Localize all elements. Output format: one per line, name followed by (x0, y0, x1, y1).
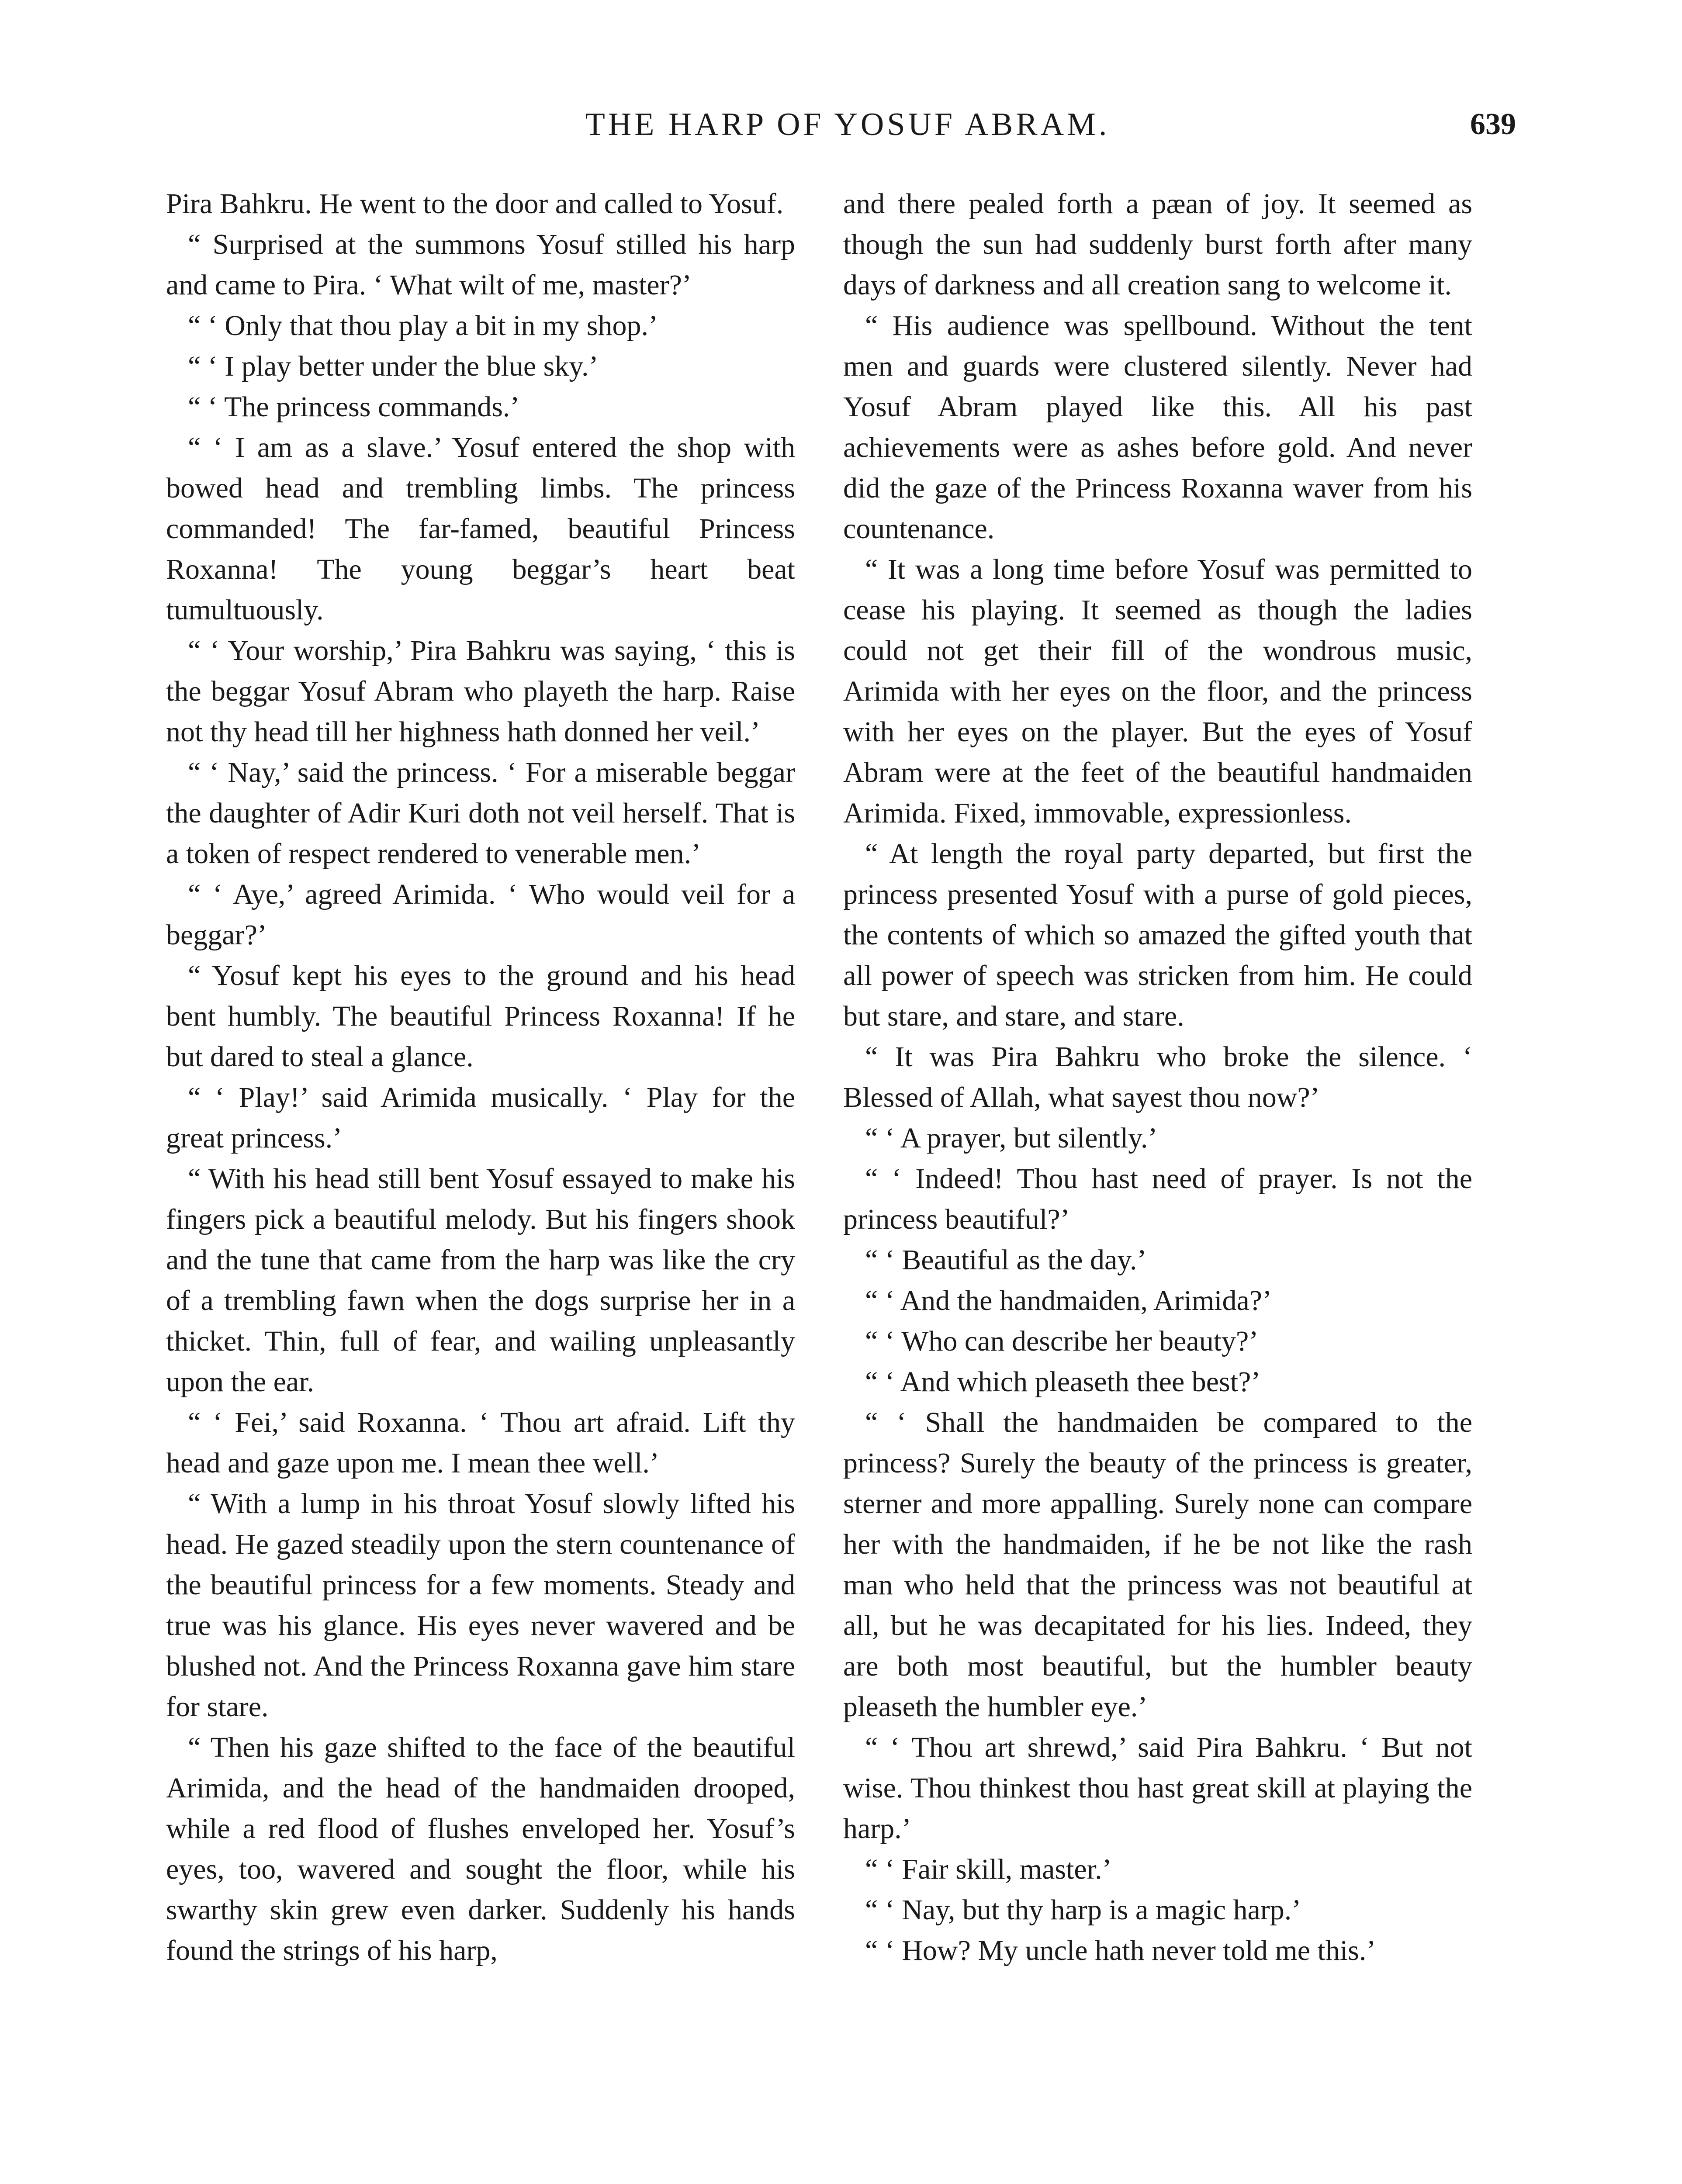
paragraph: “ With his head still bent Yosuf essayed to make his fingers pick a beautiful melody. But his fingers shook and the tune that came from the harp was like the cry of a trembling fawn when the dogs surprise her in a thicket. Thin, full of fear, and wailing unpleasantly upon the ear. (166, 1163, 795, 1398)
paragraph: “ At length the royal party departed, but first the princess presented Yosuf with a purse of gold pieces, the contents of which so amazed the gifted youth that all power of speech was stricken from him. He could but stare, and stare, and stare. (843, 838, 1472, 1032)
paragraph: “ ‘ Only that thou play a bit in my shop.’ (188, 310, 658, 342)
paragraph: “ ‘ Aye,’ agreed Arimida. ‘ Who would veil for a beggar?’ (166, 878, 795, 951)
paragraph: “ ‘ Shall the handmaiden be compared to the princess? Surely the beauty of the princess is greater, sterner and more appalling. Surely none can compare her with the handmaiden, if he be not like the rash man who held that the princess was not beautiful at all, but he was decapitated for his lies. Indeed, they are both most beautiful, but the humbler beauty pleaseth the humbler eye.’ (843, 1406, 1472, 1723)
paragraph: “ Then his gaze shifted to the face of the beautiful Arimida, and the head of the handmaiden drooped, while a red flood of flushes enveloped her. Yosuf’s eyes, too, wavered and sought the floor, while his swarthy skin grew even darker. Suddenly his hands found the strings of his harp, (166, 1731, 795, 1966)
paragraph: “ His audience was spellbound. Without the tent men and guards were clustered silently. Never had Yosuf Abram played like this. All his past achievements were as ashes before gold. And never did the gaze of the Princess Roxanna waver from his countenance. (843, 310, 1472, 545)
paragraph: “ ‘ How? My uncle hath never told me this.’ (865, 1935, 1376, 1966)
paragraph: “ Yosuf kept his eyes to the ground and his head bent humbly. The beautiful Princess Roxanna! If he but dared to steal a glance. (166, 960, 795, 1073)
running-title: THE HARP OF YOSUF ABRAM. (585, 107, 1110, 142)
left-column (166, 183, 795, 1971)
right-column (843, 183, 1472, 1971)
paragraph: “ ‘ Fair skill, master.’ (865, 1853, 1112, 1885)
paragraph: “ ‘ And the handmaiden, Arimida?’ (865, 1285, 1272, 1317)
paragraph: “ With a lump in his throat Yosuf slowly lifted his head. He gazed steadily upon the stern countenance of the beautiful princess for a few moments. Steady and true was his glance. His eyes never wavered and be blushed not. And the Princess Roxanna gave him stare for stare. (166, 1488, 795, 1723)
paragraph: “ ‘ I play better under the blue sky.’ (188, 350, 599, 382)
paragraph: “ ‘ Who can describe her beauty?’ (865, 1325, 1259, 1357)
paragraph: “ ‘ The princess commands.’ (188, 391, 520, 423)
paragraph: “ ‘ And which pleaseth thee best?’ (865, 1366, 1261, 1398)
paragraph: “ ‘ I am as a slave.’ Yosuf entered the shop with bowed head and trembling limbs. The princess commanded! The far-famed, beautiful Princess Roxanna! The young beggar’s heart beat tumultuously. (166, 432, 795, 626)
paragraph: “ ‘ Thou art shrewd,’ said Pira Bahkru. ‘ But not wise. Thou thinkest thou hast great skill at playing the harp.’ (843, 1731, 1472, 1845)
paragraph: “ ‘ Play!’ said Arimida musically. ‘ Play for the great princess.’ (166, 1082, 795, 1154)
paragraph: “ Surprised at the summons Yosuf stilled his harp and came to Pira. ‘ What wilt of me, master?’ (166, 228, 795, 301)
paragraph: “ ‘ Nay, but thy harp is a magic harp.’ (865, 1894, 1301, 1926)
paragraph: “ ‘ Your worship,’ Pira Bahkru was saying, ‘ this is the beggar Yosuf Abram who playeth the harp. Raise not thy head till her highness hath donned her veil.’ (166, 635, 795, 748)
paragraph: “ It was Pira Bahkru who broke the silence. ‘ Blessed of Allah, what sayest thou now?’ (843, 1041, 1472, 1113)
paragraph: “ ‘ Nay,’ said the princess. ‘ For a miserable beggar the daughter of Adir Kuri doth not veil herself. That is a token of respect rendered to venerable men.’ (166, 757, 795, 870)
running-head (0, 100, 1682, 166)
paragraph: “ ‘ Fei,’ said Roxanna. ‘ Thou art afraid. Lift thy head and gaze upon me. I mean thee well.’ (166, 1406, 795, 1479)
paragraph: and there pealed forth a pæan of joy. It seemed as though the sun had suddenly burst forth after many days of darkness and all creation sang to welcome it. (843, 188, 1472, 301)
paragraph: “ ‘ Indeed! Thou hast need of prayer. Is not the princess beautiful?’ (843, 1163, 1472, 1235)
paragraph: “ It was a long time before Yosuf was permitted to cease his playing. It seemed as though the ladies could not get their fill of the wondrous music, Arimida with her eyes on the floor, and the princess with her eyes on the player. But the eyes of Yosuf Abram were at the feet of the beautiful handmaiden Arimida. Fixed, immovable, expressionless. (843, 553, 1472, 829)
paragraph: “ ‘ A prayer, but silently.’ (865, 1122, 1158, 1154)
page-number: 639 (1470, 107, 1516, 141)
paragraph: Pira Bahkru. He went to the door and called to Yosuf. (166, 188, 784, 220)
paragraph: “ ‘ Beautiful as the day.’ (865, 1244, 1147, 1276)
